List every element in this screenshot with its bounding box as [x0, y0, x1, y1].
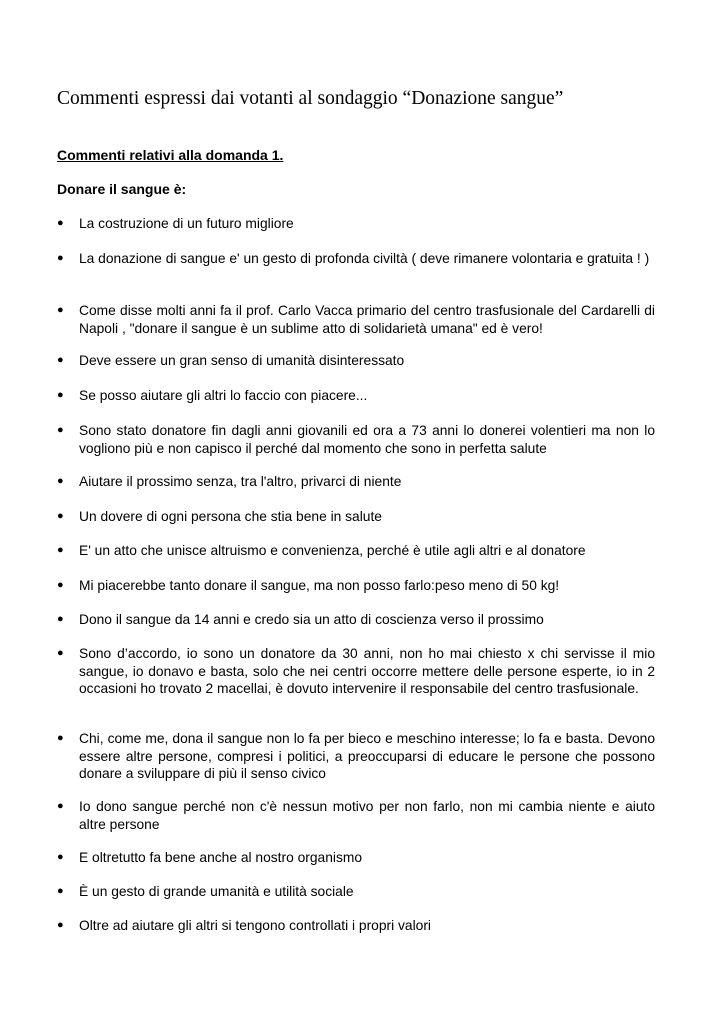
bullet-icon: ●	[57, 732, 64, 744]
bullet-icon: ●	[57, 304, 64, 316]
comment-text: Come disse molti anni fa il prof. Carlo Vacca primario del centro trasfusionale del Cardarelli di Napoli , "donare il sangue è un sublime atto di solidarietà umana" ed è vero!	[79, 303, 655, 336]
list-item	[57, 645, 655, 698]
list-item	[57, 883, 655, 901]
bullet-icon: ●	[57, 613, 64, 625]
bullet-icon: ●	[57, 217, 64, 229]
comment-text: Sono stato donatore fin dagli anni giovanili ed ora a 73 anni lo donerei volentieri ma non lo vogliono più e non capisco il perché dal momento che sono in perfetta salute	[79, 423, 655, 456]
list-item	[57, 387, 655, 405]
list-item	[57, 473, 655, 491]
comment-text: Oltre ad aiutare gli altri si tengono controllati i propri valori	[79, 918, 431, 933]
bullet-icon: ●	[57, 800, 64, 812]
bullet-icon: ●	[57, 885, 64, 897]
list-item	[57, 611, 655, 629]
bullet-icon: ●	[57, 510, 64, 522]
list-item	[57, 577, 655, 595]
list-item	[57, 849, 655, 867]
list-item	[57, 917, 655, 935]
list-item	[57, 798, 655, 833]
bullet-icon: ●	[57, 919, 64, 931]
list-item	[57, 542, 655, 560]
list-item	[57, 508, 655, 526]
comment-text: Un dovere di ogni persona che stia bene in salute	[79, 509, 382, 524]
comment-text: E oltretutto fa bene anche al nostro organismo	[79, 850, 363, 865]
comment-text: Mi piacerebbe tanto donare il sangue, ma non posso farlo:peso meno di 50 kg!	[79, 578, 560, 593]
list-item	[57, 422, 655, 457]
comment-text: Sono d’accordo, io sono un donatore da 30 anni, non ho mai chiesto x chi servisse il mio sangue, io donavo e basta, solo che nei centri occorre mettere delle persone esperte, io in 2 occasioni ho trovato 2 macellai, è dovuto intervenire il responsabile del centro trasfusionale.	[79, 646, 655, 697]
bullet-icon: ●	[57, 851, 64, 863]
comment-text: Dono il sangue da 14 anni e credo sia un atto di coscienza verso il prossimo	[79, 612, 544, 627]
bullet-icon: ●	[57, 389, 64, 401]
list-item	[57, 730, 655, 783]
bullet-icon: ●	[57, 354, 64, 366]
sub-heading: Donare il sangue è:	[57, 181, 187, 197]
comment-text: La donazione di sangue e' un gesto di profonda civiltà ( deve rimanere volontaria e gratuita ! )	[79, 251, 650, 266]
list-item	[57, 250, 655, 268]
list-item	[57, 302, 655, 337]
comment-text: È un gesto di grande umanità e utilità sociale	[79, 884, 354, 899]
comment-text: Se posso aiutare gli altri lo faccio con piacere...	[79, 388, 368, 403]
bullet-icon: ●	[57, 647, 64, 659]
bullet-icon: ●	[57, 579, 64, 591]
bullet-icon: ●	[57, 475, 64, 487]
bullet-icon: ●	[57, 424, 64, 436]
comment-text: Aiutare il prossimo senza, tra l'altro, privarci di niente	[79, 474, 402, 489]
comment-text: Chi, come me, dona il sangue non lo fa per bieco e meschino interesse; lo fa e basta. Devono essere altre persone, compresi i politici, a preoccuparsi di educare le persone che possono donare a sviluppare di più il senso civico	[79, 731, 655, 782]
list-item	[57, 215, 655, 233]
comment-text: La costruzione di un futuro migliore	[79, 216, 294, 231]
list-item	[57, 352, 655, 370]
bullet-icon: ●	[57, 252, 64, 264]
comment-text: Deve essere un gran senso di umanità disinteressato	[79, 353, 405, 368]
document-title: Commenti espressi dai votanti al sondaggio “Donazione sangue”	[57, 88, 564, 109]
comment-text: Io dono sangue perché non c'è nessun motivo per non farlo, non mi cambia niente e aiuto altre persone	[79, 799, 655, 832]
comment-text: E' un atto che unisce altruismo e convenienza, perché è utile agli altri e al donatore	[79, 543, 586, 558]
section-heading: Commenti relativi alla domanda 1.	[57, 147, 284, 163]
bullet-icon: ●	[57, 544, 64, 556]
